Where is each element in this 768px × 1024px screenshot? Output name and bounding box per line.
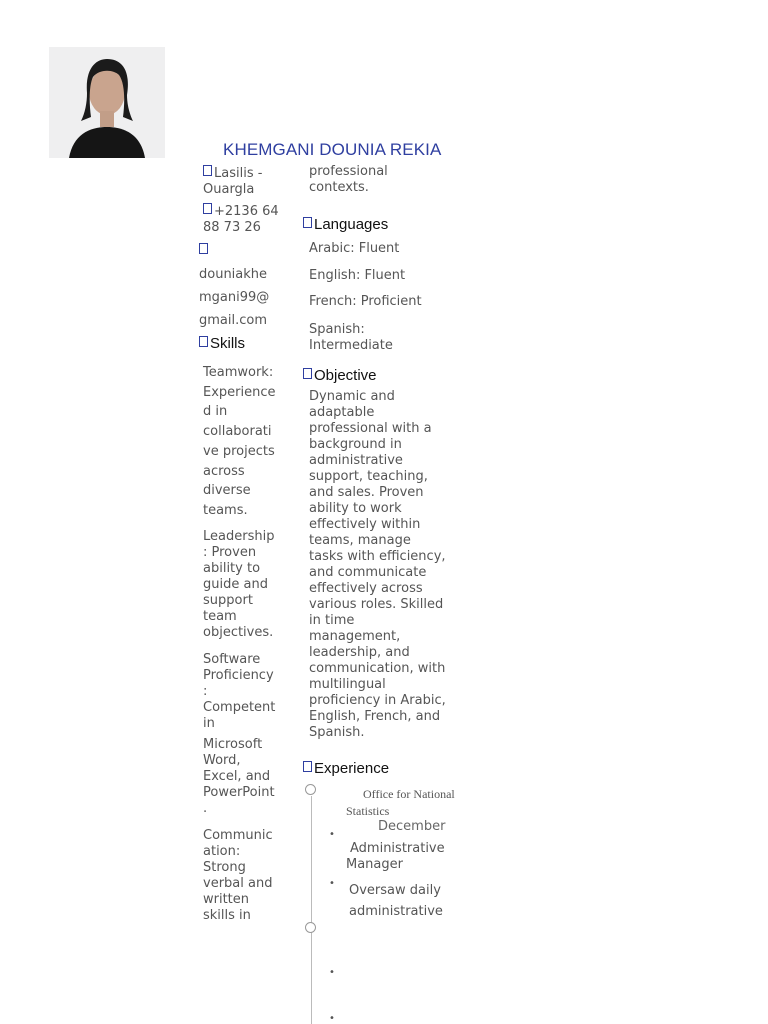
experience-duty: Oversaw daily administrative xyxy=(349,883,443,919)
skill-leadership: Leadership : Proven ability to guide and support team objectives. xyxy=(203,529,275,640)
email-line-3: gmail.com xyxy=(199,313,268,328)
timeline-node xyxy=(305,784,316,795)
email-line-2: mgani99@ xyxy=(199,290,270,305)
language-english: English: Fluent xyxy=(309,268,406,283)
email-line-1: douniakhe xyxy=(199,267,268,282)
location-icon xyxy=(203,165,212,176)
contact-phone xyxy=(203,203,283,236)
timeline-line xyxy=(311,796,312,1024)
contact-location xyxy=(203,165,283,198)
phone-line-1: +2136 64 xyxy=(214,204,279,219)
continued-text: professional contexts. xyxy=(309,164,388,195)
bullet-marker: • xyxy=(329,1013,335,1024)
skill-communication: Communic ation: Strong verbal and written skills in xyxy=(203,828,273,923)
email-icon xyxy=(199,243,208,254)
contact-email xyxy=(199,240,279,332)
timeline-node xyxy=(305,922,316,933)
bullet-marker: • xyxy=(329,829,335,840)
experience-organization: Office for National Statistics xyxy=(346,787,455,818)
bullet-marker: • xyxy=(329,967,335,978)
language-arabic: Arabic: Fluent xyxy=(309,241,400,256)
experience-icon xyxy=(303,761,312,772)
phone-icon xyxy=(203,203,212,214)
experience-date: December xyxy=(378,819,446,834)
profile-photo xyxy=(49,47,165,158)
languages-heading: Languages xyxy=(303,216,388,233)
experience-role: Administrative Manager xyxy=(346,841,445,872)
skill-software: Software Proficiency : Competent in xyxy=(203,652,276,731)
location-line-1: Lasilis - xyxy=(214,166,263,181)
objective-icon xyxy=(303,368,312,379)
skills-icon xyxy=(199,336,208,347)
objective-text: Dynamic and adaptable professional with a background in administrative support, teaching, and sales. Proven ability to work effectively within teams, manage tasks with efficiency, and communicate effectively across various roles. Skilled in time management, leadership, and communication, with multilingual proficiency in Arabic, English, French, and Spanish. xyxy=(309,389,446,740)
experience-heading: Experience xyxy=(303,760,389,777)
bullet-marker: • xyxy=(329,878,335,889)
candidate-name: KHEMGANI DOUNIA REKIA xyxy=(223,140,442,159)
phone-line-2: 88 73 26 xyxy=(203,220,261,235)
skills-heading: Skills xyxy=(199,335,245,352)
skill-teamwork: Teamwork: Experience d in collaborati ve projects across diverse teams. xyxy=(203,365,276,518)
languages-icon xyxy=(303,217,312,228)
objective-heading: Objective xyxy=(303,367,377,384)
language-spanish: Spanish: Intermediate xyxy=(309,322,393,353)
location-line-2: Ouargla xyxy=(203,182,255,197)
skill-software-tools: Microsoft Word, Excel, and PowerPoint . xyxy=(203,737,275,816)
language-french: French: Proficient xyxy=(309,294,422,309)
